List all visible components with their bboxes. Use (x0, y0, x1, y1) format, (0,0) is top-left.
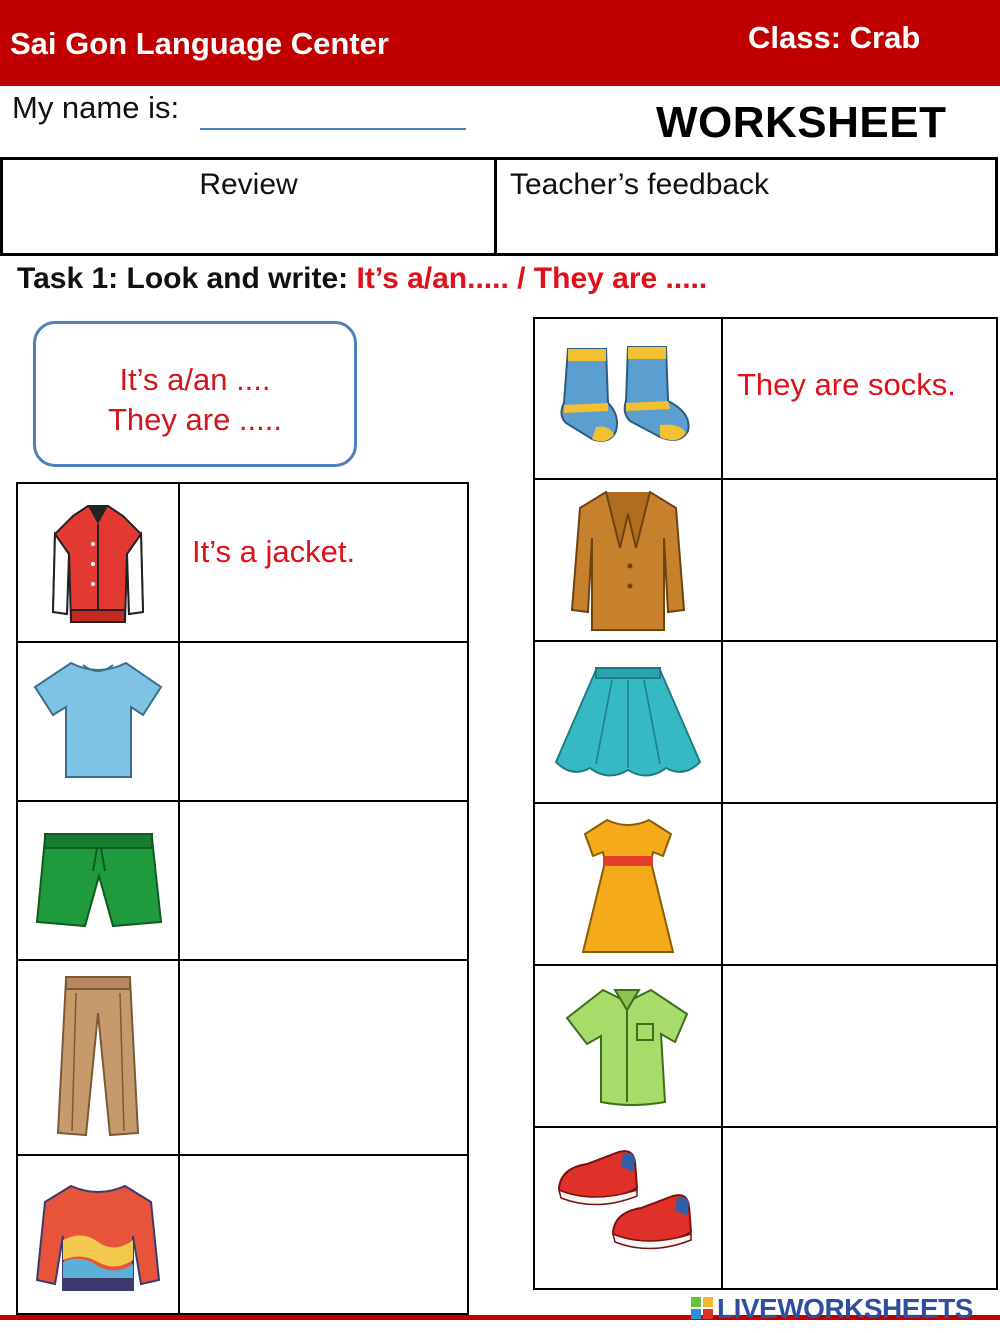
answer-text (180, 1156, 467, 1206)
hint-line-2: They are ..... (107, 402, 282, 437)
table-row (534, 1127, 997, 1289)
table-row (534, 641, 997, 803)
task-instruction (17, 262, 707, 296)
table-row (17, 483, 468, 642)
table-row (17, 801, 468, 960)
table-row (534, 965, 997, 1127)
answer-cell[interactable] (722, 641, 997, 803)
table-row (534, 318, 997, 479)
task-pattern: It’s a/an..... / They are ..... (356, 262, 708, 295)
brand-text: LIVEWORKSHEETS (717, 1293, 973, 1324)
answer-cell[interactable] (722, 965, 997, 1127)
header-bar (0, 0, 1000, 86)
answer-text (723, 642, 996, 690)
answer-cell[interactable] (179, 960, 468, 1155)
t-shirt-icon (17, 642, 179, 801)
name-input-line[interactable] (200, 128, 466, 130)
table-row (17, 1155, 468, 1314)
socks-icon (534, 318, 722, 479)
class-label: Class: Crab (748, 20, 921, 55)
answer-text (723, 804, 996, 852)
answer-cell[interactable] (179, 1155, 468, 1314)
feedback-label: Teacher’s feedback (510, 168, 770, 201)
worksheet-title: WORKSHEET (656, 98, 947, 147)
answer-text (723, 480, 996, 528)
coat-icon (534, 479, 722, 641)
hint-line-1: It’s a/an .... (119, 362, 271, 397)
trousers-icon (17, 960, 179, 1155)
answer-cell[interactable] (722, 479, 997, 641)
answer-cell[interactable] (722, 803, 997, 965)
jacket-icon (17, 483, 179, 642)
sweater-icon (17, 1155, 179, 1314)
shoes-icon (534, 1127, 722, 1289)
name-label: My name is: (12, 90, 180, 125)
center-name: Sai Gon Language Center (10, 26, 389, 61)
table-row (534, 803, 997, 965)
answer-text (723, 966, 996, 1014)
shorts-icon (17, 801, 179, 960)
shirt-icon (534, 965, 722, 1127)
answer-text: They are socks. (737, 367, 956, 402)
left-exercise-table (16, 482, 469, 1315)
table-row (17, 642, 468, 801)
dress-icon (534, 803, 722, 965)
answer-cell[interactable] (179, 642, 468, 801)
table-row (17, 960, 468, 1155)
skirt-icon (534, 641, 722, 803)
table-row (534, 479, 997, 641)
answer-cell[interactable] (179, 483, 468, 642)
answer-cell[interactable] (722, 1127, 997, 1289)
answer-text (180, 643, 467, 693)
review-label: Review (199, 168, 298, 201)
answer-text (180, 961, 467, 1011)
right-exercise-table (533, 317, 998, 1290)
hint-box (33, 321, 357, 467)
answer-text (723, 1128, 996, 1176)
answer-text (180, 802, 467, 852)
answer-text: It’s a jacket. (192, 534, 356, 569)
liveworksheets-logo[interactable] (690, 1293, 973, 1325)
task-label: Task 1: Look and write: (17, 262, 357, 295)
answer-cell[interactable] (722, 318, 997, 479)
liveworksheets-icon (690, 1296, 714, 1320)
answer-cell[interactable] (179, 801, 468, 960)
